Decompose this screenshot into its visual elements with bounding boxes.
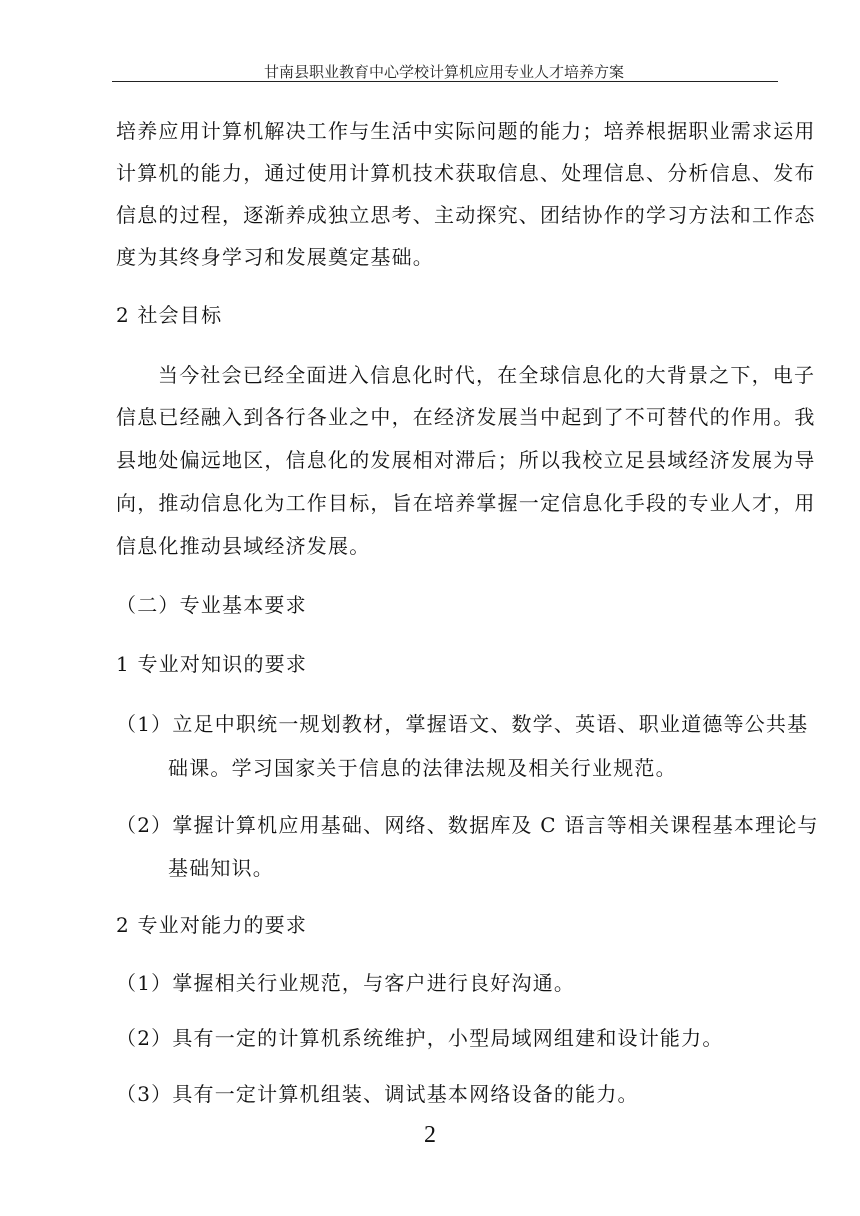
running-header: 甘南县职业教育中心学校计算机应用专业人才培养方案 bbox=[263, 63, 624, 81]
para2-line3: 县地处偏远地区，信息化的发展相对滞后；所以我校立足县域经济发展为导 bbox=[116, 448, 816, 472]
para2-line2: 信息已经融入到各行各业之中，在经济发展当中起到了不可替代的作用。我 bbox=[116, 405, 816, 429]
para1-line2: 计算机的能力，通过使用计算机技术获取信息、处理信息、分析信息、发布 bbox=[116, 161, 816, 185]
knowledge-item-1-line1: （1）立足中职统一规划教材，掌握语文、数学、英语、职业道德等公共基 bbox=[116, 712, 809, 736]
header-divider bbox=[112, 81, 778, 82]
para2-line1: 当今社会已经全面进入信息化时代，在全球信息化的大背景之下，电子 bbox=[158, 363, 816, 387]
ability-item-2: （2）具有一定的计算机系统维护，小型局域网组建和设计能力。 bbox=[116, 1026, 724, 1050]
heading-basic-requirements: （二）专业基本要求 bbox=[116, 593, 307, 617]
heading-knowledge-requirements: 1 专业对知识的要求 bbox=[116, 652, 308, 676]
para2-line5: 信息化推动县域经济发展。 bbox=[116, 534, 371, 558]
ability-item-3: （3）具有一定计算机组装、调试基本网络设备的能力。 bbox=[116, 1082, 639, 1106]
heading-ability-requirements: 2 专业对能力的要求 bbox=[116, 913, 308, 937]
ability-item-1: （1）掌握相关行业规范，与客户进行良好沟通。 bbox=[116, 971, 576, 995]
para2-line4: 向，推动信息化为工作目标，旨在培养掌握一定信息化手段的专业人才，用 bbox=[116, 491, 816, 515]
knowledge-item-2-line2: 基础知识。 bbox=[168, 856, 274, 880]
para1-line1: 培养应用计算机解决工作与生活中实际问题的能力；培养根据职业需求运用 bbox=[116, 119, 816, 143]
para1-line3: 信息的过程，逐渐养成独立思考、主动探究、团结协作的学习方法和工作态 bbox=[116, 203, 816, 227]
heading-social-goal: 2 社会目标 bbox=[116, 303, 223, 327]
page-number: 2 bbox=[424, 1122, 436, 1148]
knowledge-item-1-line2: 础课。学习国家关于信息的法律法规及相关行业规范。 bbox=[168, 756, 677, 780]
para1-line4: 度为其终身学习和发展奠定基础。 bbox=[116, 245, 434, 269]
knowledge-item-2-line1: （2）掌握计算机应用基础、网络、数据库及 C 语言等相关课程基本理论与 bbox=[116, 813, 819, 837]
